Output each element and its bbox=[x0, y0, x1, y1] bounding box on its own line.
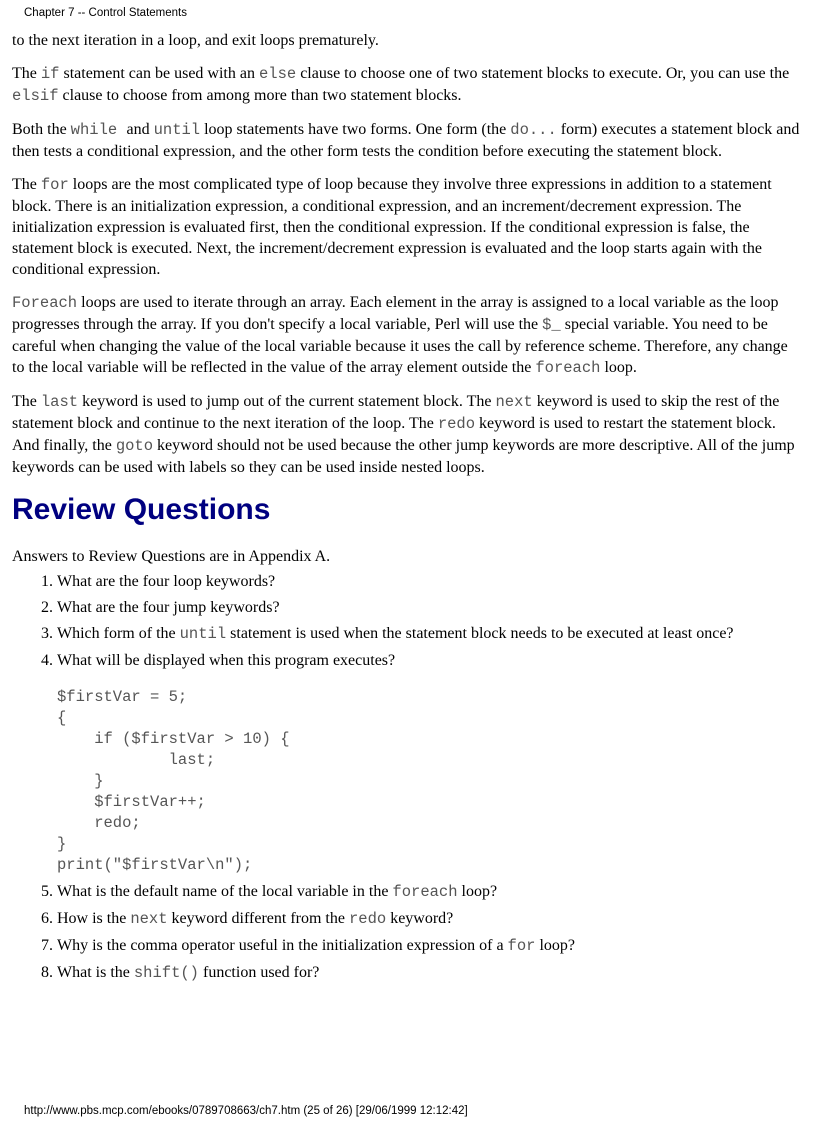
review-question: 8. What is the shift() function used for? bbox=[57, 962, 804, 984]
inline-code: elsif bbox=[12, 87, 59, 105]
inline-code: Foreach bbox=[12, 294, 78, 312]
inline-code: until bbox=[153, 121, 201, 139]
inline-code: last bbox=[40, 393, 79, 411]
inline-code: while bbox=[70, 121, 127, 139]
section-intro: Answers to Review Questions are in Appendix A. bbox=[12, 548, 331, 565]
review-question: 1. What are the four loop keywords? bbox=[57, 571, 804, 592]
body-paragraph: to the next iteration in a loop, and exit loops prematurely. bbox=[12, 32, 379, 49]
inline-code: next bbox=[495, 393, 533, 411]
inline-code: else bbox=[258, 65, 297, 83]
inline-code: foreach bbox=[535, 359, 601, 377]
inline-code: next bbox=[130, 910, 168, 928]
section-heading: Review Questions bbox=[12, 493, 271, 526]
page-footer-url: http://www.pbs.mcp.com/ebooks/0789708663/ch7.htm (25 of 26) [29/06/1999 12:12:42] bbox=[24, 1105, 468, 1117]
body-paragraph: Foreach loops are used to iterate through an array. Each element in the array is assigned to a local variable as the loop progresses through the array. If you don't specify a local variable, Perl will use the $_ special variable. You need to be careful when changing the value of the local variable because it uses the call by reference scheme. Therefore, any change to the local variable will be reflected in the value of the array element outside the foreach loop. bbox=[12, 294, 788, 377]
inline-code: foreach bbox=[392, 883, 458, 901]
inline-code: goto bbox=[115, 437, 154, 455]
page-body bbox=[12, 30, 804, 989]
body-paragraphs bbox=[12, 30, 804, 478]
inline-code: for bbox=[507, 937, 536, 955]
body-paragraph: The if statement can be used with an else clause to choose one of two statement blocks to execute. Or, you can use the elsif clause to choose from among more than two statement blocks. bbox=[12, 65, 790, 105]
body-paragraph: The for loops are the most complicated type of loop because they involve three expressions in addition to a statement block. There is an initialization expression, a conditional expression, and an increment/decrement expression. The initialization expression is evaluated first, then the conditional expression. If the conditional expression is false, the statement block is executed. Next, the increment/decrement expression is evaluated and the loop starts again with the conditional expression. bbox=[12, 176, 772, 278]
inline-code: redo bbox=[437, 415, 476, 433]
review-question: 2. What are the four jump keywords? bbox=[57, 597, 804, 618]
inline-code: do... bbox=[510, 121, 557, 139]
inline-code: redo bbox=[348, 910, 387, 928]
inline-code: for bbox=[40, 176, 69, 194]
review-question: 6. How is the next keyword different from the redo keyword? bbox=[57, 908, 804, 930]
review-questions-list bbox=[12, 571, 804, 984]
body-paragraph: The last keyword is used to jump out of the current statement block. The next keyword is used to skip the rest of the statement block and continue to the next iteration of the loop. The redo keyword is used to restart the statement block. And finally, the goto keyword should not be used because the other jump keywords are more descriptive. All of the jump keywords can be used with labels so they can be used inside nested loops. bbox=[12, 393, 795, 476]
inline-code: if bbox=[40, 65, 60, 83]
code-listing: $firstVar = 5; { if ($firstVar > 10) { last; } $firstVar++; redo; } print("$firstVar\n"); bbox=[57, 688, 290, 874]
inline-code: shift() bbox=[133, 964, 199, 982]
body-paragraph: Both the while and until loop statements have two forms. One form (the do... form) executes a statement block and then tests a conditional expression, and the other form tests the condition before executing the statement block. bbox=[12, 121, 800, 160]
running-header: Chapter 7 -- Control Statements bbox=[24, 7, 187, 19]
review-question: 3. Which form of the until statement is used when the statement block needs to be executed at least once? bbox=[57, 623, 804, 645]
inline-code: until bbox=[179, 625, 227, 643]
review-question: 5. What is the default name of the local variable in the foreach loop? bbox=[57, 881, 804, 903]
inline-code: $_ bbox=[542, 316, 561, 334]
review-question: 7. Why is the comma operator useful in the initialization expression of a for loop? bbox=[57, 935, 804, 957]
review-question: 4. What will be displayed when this program executes? $firstVar = 5; { if ($firstVar > 10) { last; } $firstVar++; redo; } print("$firstVar\n"); bbox=[57, 650, 804, 876]
